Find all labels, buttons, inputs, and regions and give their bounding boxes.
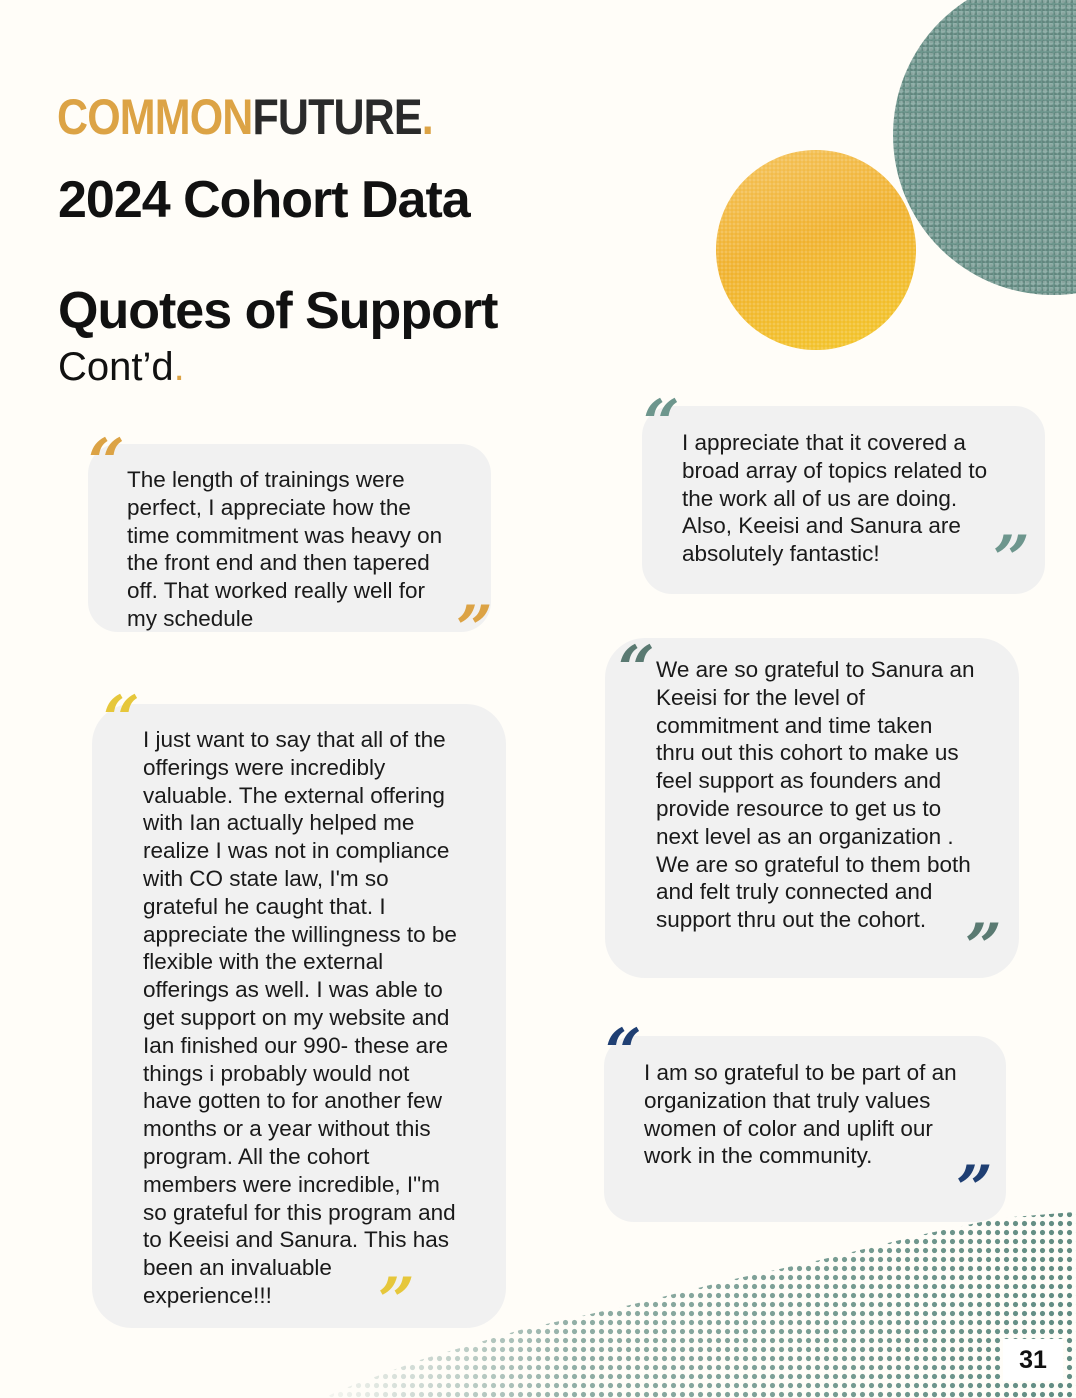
green-texture-circle bbox=[893, 0, 1076, 295]
continued-dot: . bbox=[173, 345, 185, 389]
logo-common: COMMON bbox=[57, 89, 253, 145]
quote-text: I just want to say that all of the offerings were incredibly valuable. The external offering with Ian actually helped me realize I was not in compliance with CO state law, I'm so grateful he caught that. I appreciate the willingness to be flexible with the external offerings as well. I was able to get support on my website and Ian finished our 990- these are things i probably would not have gotten to for another few months or a year without this program. All the cohort members were incredible, I"m so grateful for this program and to Keeisi and Sanura. This has been an invaluable experience!!! bbox=[143, 727, 457, 1308]
yellow-texture-circle bbox=[716, 150, 916, 350]
close-quote-icon: ” bbox=[456, 592, 493, 667]
open-quote-icon: “ bbox=[643, 386, 680, 461]
open-quote-icon: “ bbox=[88, 425, 125, 500]
open-quote-icon: “ bbox=[103, 682, 140, 757]
close-quote-icon: ” bbox=[956, 1152, 993, 1227]
close-quote-icon: ” bbox=[993, 522, 1030, 597]
quote-text: I appreciate that it covered a broad array of topics related to the work all of us are doing. Also, Keeisi and Sanura are absolutely fantastic! bbox=[682, 430, 988, 567]
quote-text: We are so grateful to Sanura an Keeisi for the level of commitment and time taken thru out this cohort to make us feel support as founders and provide resource to get us to next level as an organization . We are so grateful to them both and felt truly connected and support thru out the cohort. bbox=[656, 657, 975, 933]
commonfuture-logo bbox=[57, 89, 433, 145]
quote-text: The length of trainings were perfect, I appreciate how the time commitment was heavy on the front end and then tapered off. That worked really well for my schedule bbox=[127, 467, 443, 631]
continued-text: Cont’d bbox=[58, 345, 174, 389]
logo-dot: . bbox=[421, 89, 433, 145]
logo-future: FUTURE bbox=[252, 89, 422, 145]
page-number: 31 bbox=[1003, 1339, 1063, 1381]
page-title: 2024 Cohort Data bbox=[58, 171, 470, 229]
continued-label bbox=[58, 345, 185, 389]
open-quote-icon: “ bbox=[605, 1015, 642, 1090]
close-quote-icon: ” bbox=[965, 910, 1002, 985]
section-title: Quotes of Support bbox=[58, 282, 498, 340]
close-quote-icon: ” bbox=[378, 1264, 415, 1339]
open-quote-icon: “ bbox=[618, 632, 655, 707]
quote-text: I am so grateful to be part of an organization that truly values women of color and uplift our work in the community. bbox=[644, 1060, 957, 1169]
